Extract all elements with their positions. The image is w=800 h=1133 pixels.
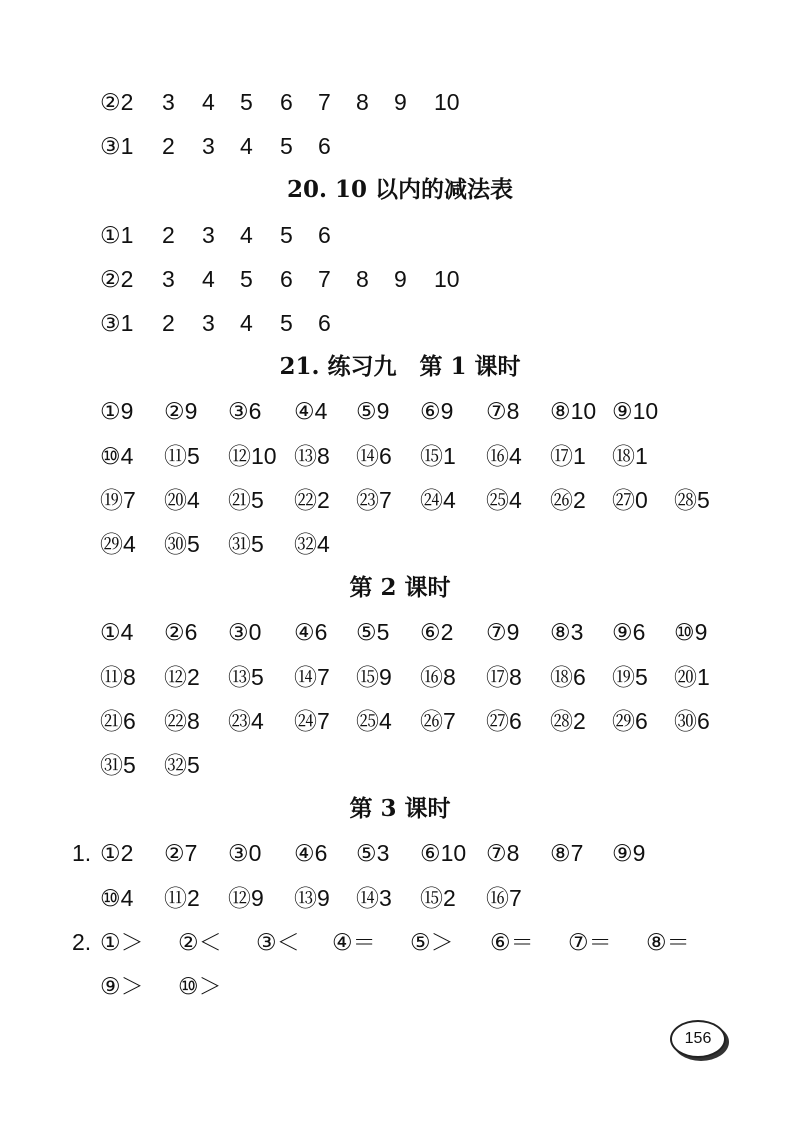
question-number: 2. bbox=[72, 928, 92, 955]
answer-item: ⑲5 bbox=[612, 663, 648, 690]
answer-item: ⑩9 bbox=[674, 619, 708, 646]
answer-item: ③1 bbox=[100, 310, 134, 336]
answer-item: ⑫9 bbox=[228, 884, 264, 911]
answer-item: ㉑6 bbox=[100, 707, 136, 734]
answer-row bbox=[0, 434, 800, 478]
answer-item: ㉛5 bbox=[228, 531, 264, 557]
answer-item: ⑫2 bbox=[164, 663, 200, 690]
answer-item: ㉓4 bbox=[228, 707, 264, 734]
answer-item: ⑥9 bbox=[420, 398, 454, 425]
answer-item: ⑰1 bbox=[550, 442, 586, 469]
answer-item: ⑱1 bbox=[612, 442, 648, 469]
answer-item: ③＜ bbox=[256, 928, 300, 955]
answer-item: 6 bbox=[280, 89, 293, 115]
answer-item: ③6 bbox=[228, 398, 262, 425]
answer-item: ⑥10 bbox=[420, 840, 467, 867]
answer-item: 3 bbox=[162, 265, 175, 292]
answer-item: 4 bbox=[240, 221, 253, 248]
answer-item: ⑥＝ bbox=[490, 928, 534, 955]
answer-item: 6 bbox=[318, 310, 331, 336]
answer-item: 6 bbox=[280, 265, 293, 292]
answer-item: ③0 bbox=[228, 840, 262, 867]
answer-item: ④6 bbox=[294, 840, 328, 867]
answer-item: ⑦＝ bbox=[568, 928, 612, 955]
answer-item: ⑯8 bbox=[420, 663, 456, 690]
answer-item: ②＜ bbox=[178, 928, 222, 955]
answer-item: ⑦8 bbox=[486, 840, 520, 867]
answer-item: 4 bbox=[240, 133, 253, 160]
answer-item: ⑬9 bbox=[294, 884, 330, 911]
answer-item: ⑮9 bbox=[356, 663, 392, 690]
answer-item: ①2 bbox=[100, 840, 134, 867]
answer-item: ⑯7 bbox=[486, 884, 522, 911]
answer-item: ㉕4 bbox=[486, 486, 522, 513]
answer-item: ⑭6 bbox=[356, 442, 392, 469]
answer-row bbox=[0, 876, 800, 920]
answer-row bbox=[0, 655, 800, 699]
answer-item: 6 bbox=[318, 133, 331, 160]
answer-item: ⑨6 bbox=[612, 619, 646, 646]
answer-row bbox=[0, 743, 800, 787]
answer-item: ⑰8 bbox=[486, 663, 522, 690]
answer-item: 8 bbox=[356, 265, 369, 292]
answer-item: ⑨9 bbox=[612, 840, 646, 867]
answer-item: 4 bbox=[240, 310, 253, 336]
answer-item: ㉚6 bbox=[674, 707, 710, 734]
answer-item: 5 bbox=[280, 133, 293, 160]
answer-row bbox=[0, 964, 800, 1008]
answer-item: ⑯4 bbox=[486, 442, 522, 469]
answer-item: ⑧10 bbox=[550, 398, 597, 425]
answer-item: ④4 bbox=[294, 398, 328, 425]
answer-item: ⑤5 bbox=[356, 619, 390, 646]
answer-item: ㉚5 bbox=[164, 531, 200, 557]
answer-item: ㉖2 bbox=[550, 486, 586, 513]
answer-item: ㉒8 bbox=[164, 707, 200, 734]
answer-row bbox=[0, 124, 800, 168]
answer-row bbox=[0, 699, 800, 743]
section-heading: 第 3 课时 bbox=[349, 795, 451, 823]
answer-item: ㉔4 bbox=[420, 486, 456, 513]
answer-item: ⑧＝ bbox=[646, 928, 690, 955]
answer-item: 5 bbox=[280, 221, 293, 248]
answer-item: 3 bbox=[162, 89, 175, 115]
answer-row bbox=[0, 478, 800, 522]
answer-row bbox=[0, 522, 800, 566]
answer-item: ⑪5 bbox=[164, 442, 200, 469]
answer-item: ⑲7 bbox=[100, 486, 136, 513]
answer-item: 9 bbox=[394, 265, 407, 292]
answer-item: ㉘5 bbox=[674, 486, 710, 513]
answer-item: ㉜4 bbox=[294, 531, 330, 557]
answer-item: ⑭7 bbox=[294, 663, 330, 690]
answer-item: 5 bbox=[280, 310, 293, 336]
answer-item: ⑮1 bbox=[420, 442, 456, 469]
question-number: 1. bbox=[72, 840, 92, 867]
answer-item: ㉙6 bbox=[612, 707, 648, 734]
section-heading: 21. 练习九 第 1 课时 bbox=[279, 353, 521, 381]
answer-item: 4 bbox=[202, 89, 215, 115]
answer-item: ⑳4 bbox=[164, 486, 200, 513]
answer-item: ①4 bbox=[100, 619, 134, 646]
answer-item: ④6 bbox=[294, 619, 328, 646]
answer-item: ㉗6 bbox=[486, 707, 522, 734]
answer-item: ⑫10 bbox=[228, 442, 277, 469]
answer-item: 8 bbox=[356, 89, 369, 115]
answer-item: ⑬8 bbox=[294, 442, 330, 469]
answer-row bbox=[0, 301, 800, 345]
answer-item: ②2 bbox=[100, 265, 134, 292]
answer-item: ⑭3 bbox=[356, 884, 392, 911]
answer-item: 9 bbox=[394, 89, 407, 115]
answer-item: ⑤3 bbox=[356, 840, 390, 867]
answer-item: ㉖7 bbox=[420, 707, 456, 734]
answer-item: ㉓7 bbox=[356, 486, 392, 513]
answer-item: 3 bbox=[202, 221, 215, 248]
answer-item: ④＝ bbox=[332, 928, 376, 955]
answer-item: ①1 bbox=[100, 221, 134, 248]
answer-item: 5 bbox=[240, 265, 253, 292]
answer-item: ②2 bbox=[100, 89, 134, 115]
answer-item: ㉑5 bbox=[228, 486, 264, 513]
answer-item: 2 bbox=[162, 310, 175, 336]
answer-item: 10 bbox=[434, 89, 460, 115]
answer-item: ㉗0 bbox=[612, 486, 648, 513]
answer-item: ③1 bbox=[100, 133, 134, 160]
answer-item: ⑳1 bbox=[674, 663, 710, 690]
answer-item: ⑬5 bbox=[228, 663, 264, 690]
answer-item: ⑨＞ bbox=[100, 973, 144, 999]
answer-item: ㉘2 bbox=[550, 707, 586, 734]
answer-item: ⑪2 bbox=[164, 884, 200, 911]
answer-item: ㉙4 bbox=[100, 531, 136, 557]
answer-item: ⑨10 bbox=[612, 398, 659, 425]
answer-item: ㉕4 bbox=[356, 707, 392, 734]
answer-item: ②6 bbox=[164, 619, 198, 646]
answer-item: ⑧3 bbox=[550, 619, 584, 646]
answer-item: ㉔7 bbox=[294, 707, 330, 734]
answer-item: ⑪8 bbox=[100, 663, 136, 690]
answer-row bbox=[0, 213, 800, 257]
answer-item: ②9 bbox=[164, 398, 198, 425]
answer-item: ①＞ bbox=[100, 928, 144, 955]
answer-item: ⑤9 bbox=[356, 398, 390, 425]
answer-row bbox=[0, 920, 800, 964]
answer-item: 2 bbox=[162, 133, 175, 160]
answer-item: ③0 bbox=[228, 619, 262, 646]
answer-item: ⑤＞ bbox=[410, 928, 454, 955]
answer-row bbox=[0, 831, 800, 875]
answer-item: ⑦9 bbox=[486, 619, 520, 646]
answer-item: ⑧7 bbox=[550, 840, 584, 867]
answer-item: ⑮2 bbox=[420, 884, 456, 911]
answer-item: 2 bbox=[162, 221, 175, 248]
answer-item: ②7 bbox=[164, 840, 198, 867]
answer-item: 4 bbox=[202, 265, 215, 292]
answer-item: ①9 bbox=[100, 398, 134, 425]
answer-item: ⑩＞ bbox=[178, 973, 222, 999]
section-heading: 20. 10 以内的减法表 bbox=[286, 176, 514, 204]
answer-item: ⑱6 bbox=[550, 663, 586, 690]
answer-item: ㉒2 bbox=[294, 486, 330, 513]
answer-item: 6 bbox=[318, 221, 331, 248]
answer-item: ⑩4 bbox=[100, 442, 134, 469]
answer-item: ⑩4 bbox=[100, 884, 134, 911]
answer-item: ㉛5 bbox=[100, 752, 136, 778]
answer-item: 3 bbox=[202, 310, 215, 336]
section-heading: 第 2 课时 bbox=[349, 574, 451, 602]
answer-item: 7 bbox=[318, 89, 331, 115]
answer-row bbox=[0, 80, 800, 124]
answer-item: ㉜5 bbox=[164, 752, 200, 778]
answer-item: 10 bbox=[434, 265, 460, 292]
answer-row bbox=[0, 610, 800, 654]
answer-item: ⑦8 bbox=[486, 398, 520, 425]
answer-item: 7 bbox=[318, 265, 331, 292]
answer-item: 3 bbox=[202, 133, 215, 160]
answer-item: ⑥2 bbox=[420, 619, 454, 646]
page-number-badge: 156 bbox=[670, 1020, 726, 1058]
answer-row bbox=[0, 389, 800, 433]
answer-row bbox=[0, 257, 800, 301]
answer-item: 5 bbox=[240, 89, 253, 115]
